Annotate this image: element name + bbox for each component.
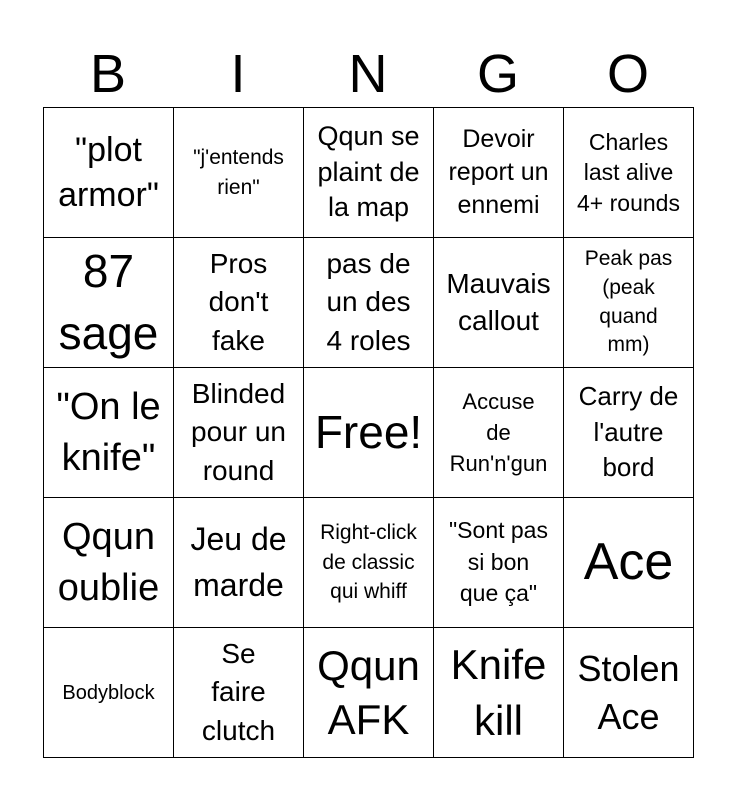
bingo-cell[interactable] [434, 628, 564, 758]
bingo-cell-text: "j'entends rien" [193, 145, 284, 199]
bingo-cell-text: Qqun oublie [57, 516, 160, 609]
bingo-cell[interactable] [174, 238, 304, 368]
bingo-cell-text: "plot armor" [58, 130, 159, 214]
bingo-cell-text: pas de un des 4 roles [326, 247, 411, 356]
bingo-cell-text: Devoir report un ennemi [448, 124, 549, 220]
bingo-cell-text: Pros don't fake [208, 247, 269, 356]
bingo-cell-text: Bodyblock [62, 681, 155, 704]
bingo-cell[interactable] [44, 498, 174, 628]
bingo-cell-text: Mauvais callout [446, 267, 551, 336]
bingo-cell[interactable] [434, 368, 564, 498]
bingo-cell[interactable] [564, 238, 694, 368]
bingo-cell[interactable] [304, 628, 434, 758]
header-letter-b: B [89, 44, 127, 104]
free-space-text: Free! [314, 405, 423, 458]
bingo-cell[interactable] [174, 628, 304, 758]
bingo-cell[interactable] [564, 368, 694, 498]
bingo-cell[interactable] [44, 108, 174, 238]
bingo-cell-text: Qqun se plaint de la map [317, 120, 420, 223]
header-letter-o: O [606, 44, 649, 104]
bingo-card [43, 107, 694, 758]
bingo-cell[interactable] [174, 498, 304, 628]
bingo-cell[interactable] [304, 238, 434, 368]
bingo-header [43, 40, 693, 108]
bingo-cell[interactable] [304, 498, 434, 628]
bingo-cell-text: Right-click de classic qui whiff [320, 520, 417, 604]
bingo-cell[interactable] [564, 498, 694, 628]
bingo-cell-text: "Sont pas si bon que ça" [449, 517, 548, 607]
bingo-cell-text: Carry de l'autre bord [578, 381, 679, 483]
bingo-cell-text: "On le knife" [56, 386, 161, 479]
bingo-cell-text: Se faire clutch [201, 637, 276, 746]
header-letter-g: G [476, 44, 519, 104]
bingo-cell-text: Jeu de marde [190, 521, 287, 603]
bingo-cell[interactable] [174, 368, 304, 498]
bingo-cell-text: Qqun AFK [317, 641, 420, 743]
bingo-cell[interactable] [44, 238, 174, 368]
bingo-cell[interactable] [564, 108, 694, 238]
bingo-cell[interactable] [434, 108, 564, 238]
bingo-cell[interactable] [304, 108, 434, 238]
bingo-cell-text: Charles last alive 4+ rounds [577, 128, 680, 216]
bingo-cell-text: Accuse de Run'n'gun [449, 388, 548, 477]
bingo-cell-text: Ace [583, 533, 674, 592]
bingo-cell[interactable] [434, 238, 564, 368]
bingo-cell-text: Stolen Ace [577, 647, 680, 737]
header-letter-n: N [348, 44, 388, 104]
bingo-cell[interactable] [174, 108, 304, 238]
bingo-cell-text: 87 sage [58, 245, 159, 359]
bingo-cell[interactable] [564, 628, 694, 758]
bingo-cell[interactable] [434, 498, 564, 628]
bingo-cell-text: Blinded pour un round [191, 378, 286, 486]
header-letter-i: I [230, 44, 246, 104]
bingo-cell-text: Peak pas (peak quand mm) [584, 246, 673, 357]
bingo-cell[interactable] [44, 368, 174, 498]
bingo-cell[interactable] [44, 628, 174, 758]
free-space-cell[interactable] [304, 368, 434, 498]
bingo-cell-text: Knife kill [450, 640, 547, 744]
